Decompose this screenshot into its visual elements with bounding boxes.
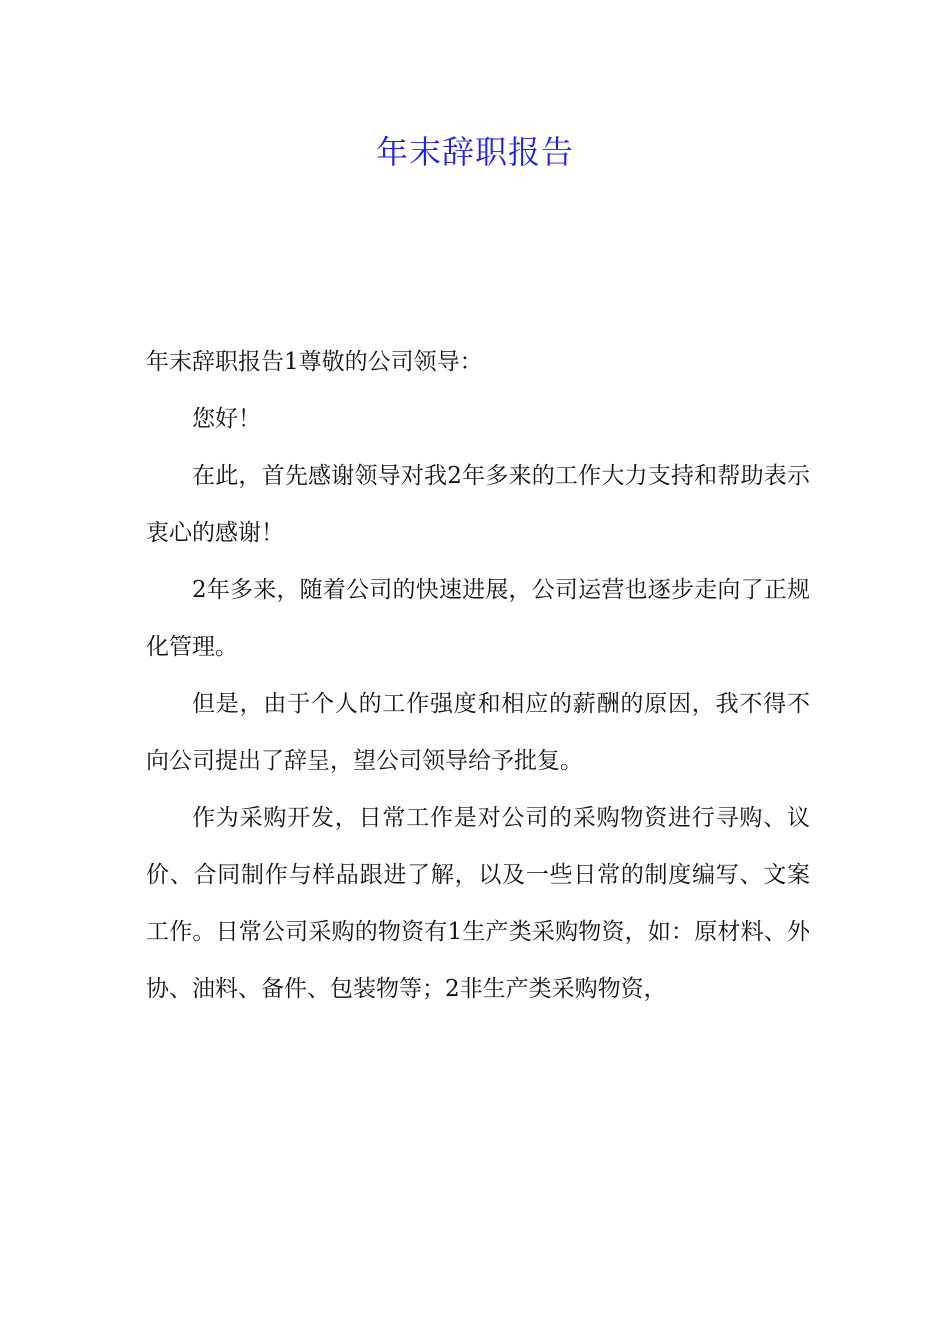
document-body <box>146 334 810 1018</box>
salutation-paragraph: 年末辞职报告1尊敬的公司领导： <box>146 349 483 375</box>
body-paragraph: 作为采购开发，日常工作是对公司的采购物资进行寻购、议价、合同制作与样品跟进了解，以及一些日常的制度编写、文案工作。日常公司采购的物资有1生产类采购物资，如：原材料、外协、油料、备件、包装物等；2非生产类采购物资， <box>146 805 810 1002</box>
body-paragraph: 在此，首先感谢领导对我2年多来的工作大力支持和帮助表示衷心的感谢！ <box>146 463 810 546</box>
greeting-paragraph: 您好！ <box>192 406 261 432</box>
body-paragraph: 但是，由于个人的工作强度和相应的薪酬的原因，我不得不向公司提出了辞呈，望公司领导给予批复。 <box>146 691 810 774</box>
document-title: 年末辞职报告 <box>375 133 574 171</box>
body-paragraph: 2年多来，随着公司的快速进展，公司运营也逐步走向了正规化管理。 <box>146 577 810 660</box>
